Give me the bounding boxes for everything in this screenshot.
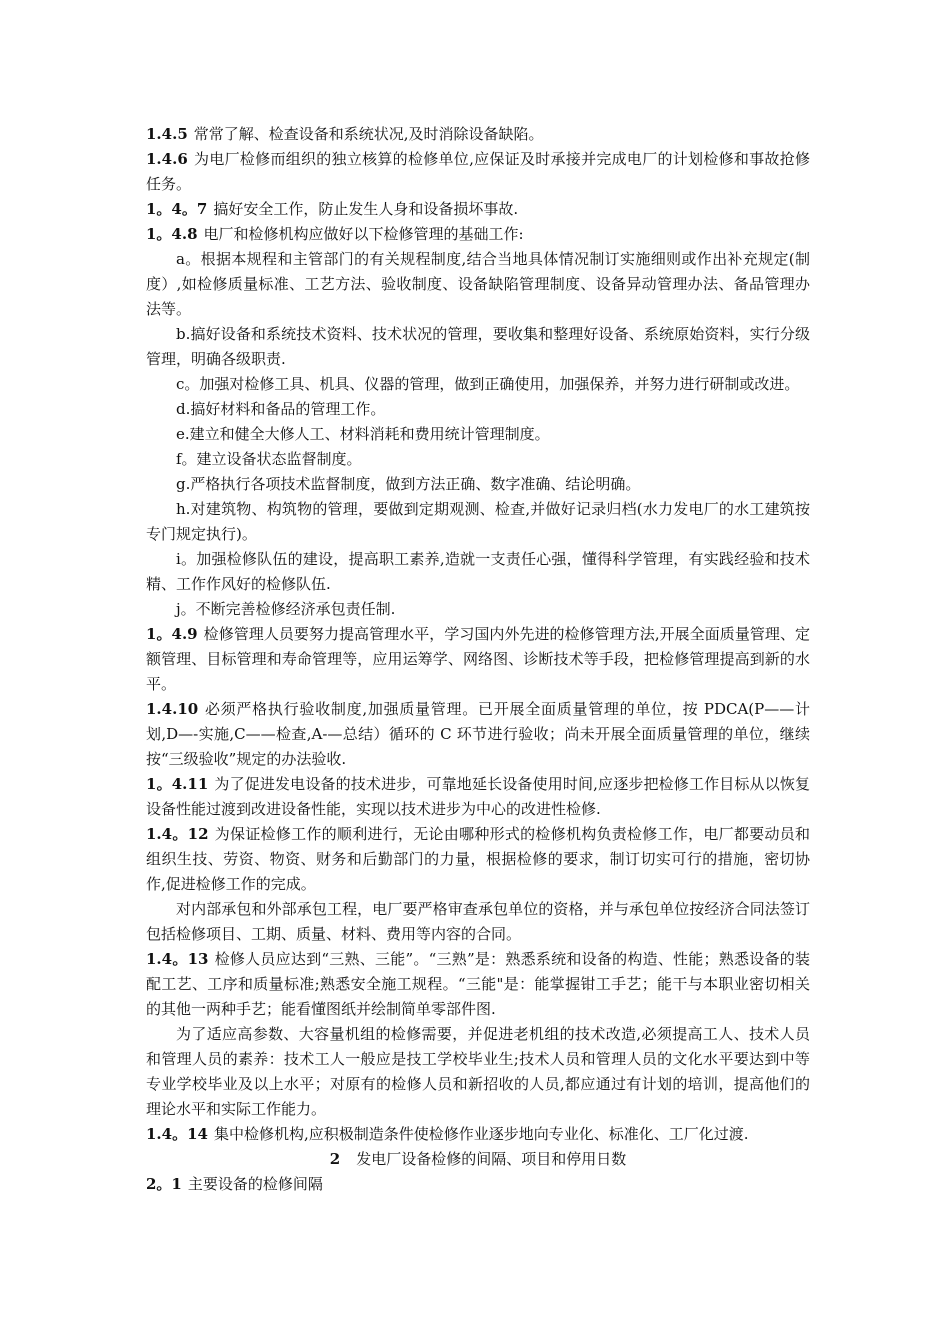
clause-1-4-11 — [146, 772, 810, 822]
clause-1-4-5 — [146, 122, 810, 147]
clause-number: 1。4.8 — [146, 225, 198, 243]
clause-text: 集中检修机构,应积极制造条件使检修作业逐步地向专业化、标准化、工厂化过渡. — [213, 1125, 749, 1143]
clause-number: 1.4。13 — [146, 950, 209, 968]
list-item-f: f。建立设备状态监督制度。 — [176, 450, 362, 468]
clause-number: 1。4。7 — [146, 200, 208, 218]
section-heading — [146, 1147, 810, 1172]
clause-text: 检修人员应达到“三熟、三能”。“三熟”是：熟悉系统和设备的构造、性能；熟悉设备的装配工艺、工序和质量标准;熟悉安全施工规程。“三能"是：能掌握钳工手艺；能干与本职业密切相关的其他一两种手艺；能看懂图纸并绘制简单零部件图. — [146, 950, 810, 1018]
list-item-b: b.搞好设备和系统技术资料、技术状况的管理，要收集和整理好设备、系统原始资料，实行分级管理，明确各级职责. — [146, 325, 810, 368]
list-item-j: j。不断完善检修经济承包责任制. — [176, 600, 396, 618]
document-body — [146, 122, 810, 1197]
clause-1-4-9 — [146, 622, 810, 697]
clause-text: 检修管理人员要努力提高管理水平，学习国内外先进的检修管理方法,开展全面质量管理、定额管理、目标管理和寿命管理等，应用运筹学、网络图、诊断技术等手段，把检修管理提高到新的水平。 — [146, 625, 810, 693]
clause-1-4-14 — [146, 1122, 810, 1147]
paragraph-training: 为了适应高参数、大容量机组的检修需要，并促进老机组的技术改造,必须提高工人、技术人员和管理人员的素养：技术工人一般应是技工学校毕业生;技术人员和管理人员的文化水平要达到中等专业学校毕业及以上水平；对原有的检修人员和新招收的人员,都应通过有计划的培训，提高他们的理论水平和实际工作能力。 — [146, 1025, 810, 1118]
clause-2-1 — [146, 1172, 810, 1197]
clause-number: 1.4.10 — [146, 700, 199, 718]
clause-text: 搞好安全工作，防止发生人身和设备损坏事故. — [213, 200, 519, 218]
clause-number: 1.4.6 — [146, 150, 188, 168]
clause-number: 2。1 — [146, 1175, 182, 1193]
list-item-d: d.搞好材料和备品的管理工作。 — [176, 400, 386, 418]
list-item-h: h.对建筑物、构筑物的管理，要做到定期观测、检查,并做好记录归档(水力发电厂的水工建筑按专门规定执行)。 — [146, 500, 810, 543]
clause-text: 为电厂检修而组织的独立核算的检修单位,应保证及时承接并完成电厂的计划检修和事故抢修任务。 — [146, 150, 810, 193]
clause-text: 主要设备的检修间隔 — [187, 1175, 323, 1193]
clause-1-4-6 — [146, 147, 810, 197]
clause-1-4-8 — [146, 222, 810, 247]
clause-text: 电厂和检修机构应做好以下检修管理的基础工作: — [203, 225, 524, 243]
clause-number: 1.4。14 — [146, 1125, 208, 1143]
list-item-e: e.建立和健全大修人工、材料消耗和费用统计管理制度。 — [176, 425, 550, 443]
clause-1-4-12 — [146, 822, 810, 897]
list-item-c: c。加强对检修工具、机具、仪器的管理，做到正确使用，加强保养，并努力进行研制或改进。 — [176, 375, 800, 393]
clause-number: 1。4.9 — [146, 625, 198, 643]
clause-1-4-13 — [146, 947, 810, 1022]
section-title: 发电厂设备检修的间隔、项目和停用日数 — [356, 1150, 627, 1168]
clause-number: 1.4.5 — [146, 125, 188, 143]
clause-1-4-10 — [146, 697, 810, 772]
clause-text: 必须严格执行验收制度,加强质量管理。已开展全面质量管理的单位，按 PDCA(P——计划,D—-实施,C——检查,A-—总结）循环的 C 环节进行验收；尚未开展全面质量管理的单位，继续按“三级验收”规定的办法验收. — [146, 700, 810, 768]
clause-number: 1.4。12 — [146, 825, 209, 843]
clause-text: 为保证检修工作的顺利进行，无论由哪种形式的检修机构负责检修工作，电厂都要动员和组织生技、劳资、物资、财务和后勤部门的力量，根据检修的要求，制订切实可行的措施，密切协作,促进检修工作的完成。 — [146, 825, 810, 893]
clause-1-4-7 — [146, 197, 810, 222]
paragraph-contracting: 对内部承包和外部承包工程，电厂要严格审查承包单位的资格，并与承包单位按经济合同法签订包括检修项目、工期、质量、材料、费用等内容的合同。 — [146, 900, 810, 943]
clause-text: 常常了解、检查设备和系统状况,及时消除设备缺陷。 — [193, 125, 544, 143]
clause-text: 为了促进发电设备的技术进步，可靠地延长设备使用时间,应逐步把检修工作目标从以恢复设备性能过渡到改进设备性能，实现以技术进步为中心的改进性检修. — [146, 775, 810, 818]
list-item-a: a。根据本规程和主管部门的有关规程制度,结合当地具体情况制订实施细则或作出补充规定(制度）,如检修质量标准、工艺方法、验收制度、设备缺陷管理制度、设备异动管理办法、备品管理办法等。 — [146, 250, 810, 318]
section-number: 2 — [329, 1150, 341, 1168]
clause-number: 1。4.11 — [146, 775, 209, 793]
list-item-i: i。加强检修队伍的建设，提高职工素养,造就一支责任心强，懂得科学管理，有实践经验和技术精、工作作风好的检修队伍. — [146, 550, 810, 593]
list-item-g: g.严格执行各项技术监督制度，做到方法正确、数字准确、结论明确。 — [176, 475, 641, 493]
